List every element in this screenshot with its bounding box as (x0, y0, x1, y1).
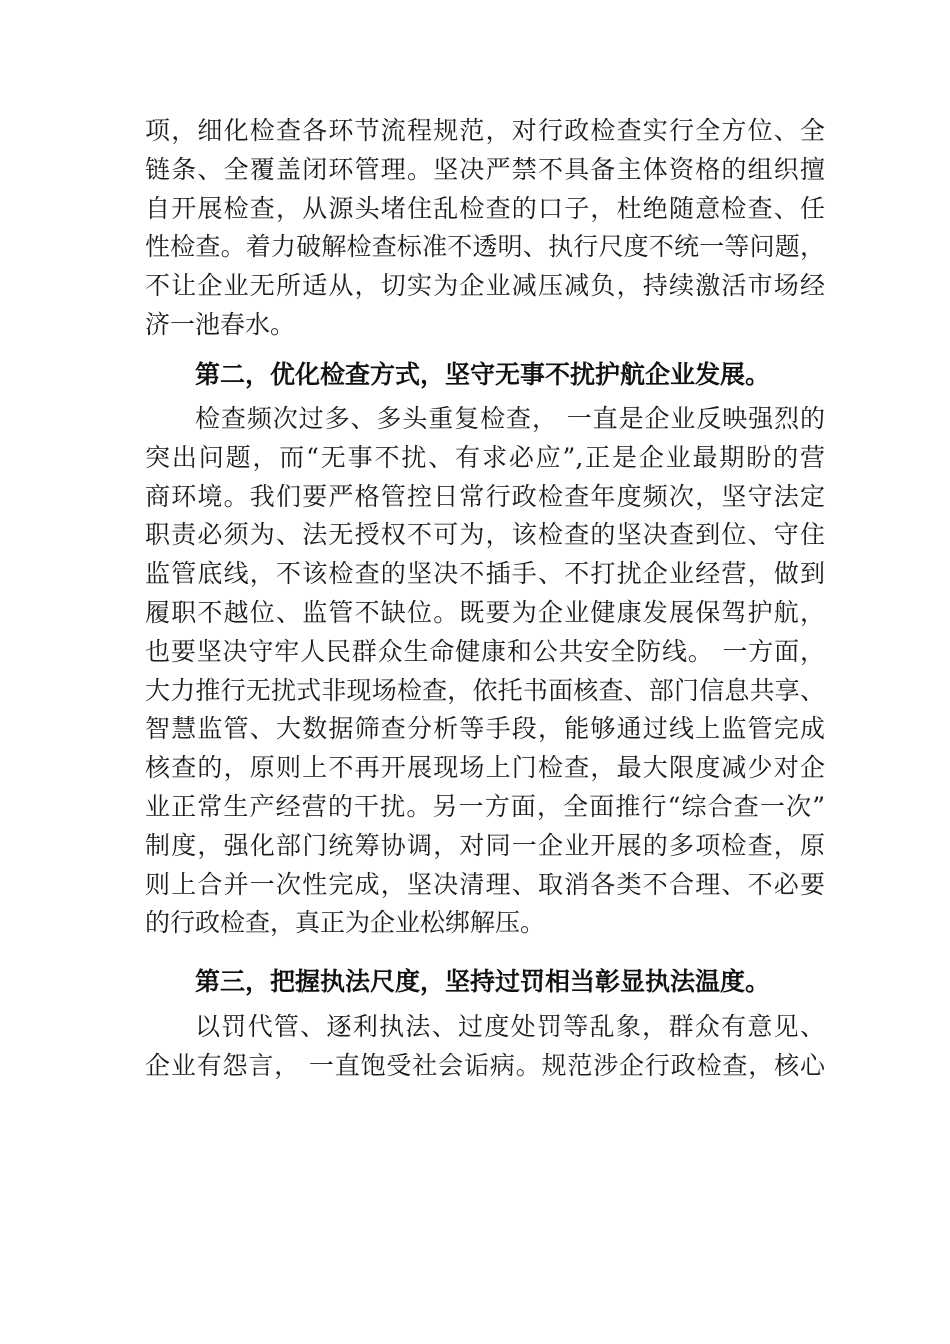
paragraph-line: 性检查。着力破解检查标准不透明、执行尺度不统一等问题， (145, 232, 825, 262)
section-heading-3: 第三，把握执法尺度，坚持过罚相当彰显执法温度。 (195, 967, 771, 996)
paragraph-2 (145, 400, 825, 943)
paragraph-line: 企业有怨言， 一直饱受社会诟病。规范涉企行政检查，核心 (145, 1050, 825, 1080)
paragraph-line: 济一池春水。 (145, 309, 296, 339)
paragraph-line: 的行政检查，真正为企业松绑解压。 (145, 908, 546, 938)
section-heading-2: 第二，优化检查方式，坚守无事不扰护航企业发展。 (195, 360, 771, 389)
paragraph-line: 以罚代管、逐利执法、过度处罚等乱象，群众有意见、 (195, 1012, 825, 1041)
paragraph-line: 则上合并一次性完成，坚决清理、取消各类不合理、不必要 (145, 869, 825, 899)
paragraph-line: 自开展检查，从源头堵住乱检查的口子，杜绝随意检查、任 (145, 193, 825, 223)
paragraph-line: 履职不越位、监管不缺位。既要为企业健康发展保驾护航， (145, 597, 825, 627)
paragraph-1 (145, 112, 825, 345)
paragraph-line: 商环境。我们要严格管控日常行政检查年度频次，坚守法定 (145, 481, 825, 511)
paragraph-line: 项，细化检查各环节流程规范，对行政检查实行全方位、全 (145, 116, 825, 145)
paragraph-line: 检查频次过多、多头重复检查， 一直是企业反映强烈的 (195, 404, 825, 433)
paragraph-line: 链条、全覆盖闭环管理。坚决严禁不具备主体资格的组织擅 (145, 154, 825, 184)
paragraph-line: 突出问题，而“无事不扰、有求必应”,正是企业最期盼的营 (145, 442, 825, 472)
paragraph-line: 职责必须为、法无授权不可为，该检查的坚决查到位、守住 (145, 520, 825, 550)
paragraph-line: 业正常生产经营的干扰。另一方面，全面推行“综合查一次” (145, 791, 825, 821)
paragraph-3 (145, 1008, 825, 1086)
paragraph-line: 也要坚决守牢人民群众生命健康和公共安全防线。 一方面， (145, 636, 825, 666)
paragraph-line: 制度，强化部门统筹协调，对同一企业开展的多项检查，原 (145, 830, 825, 860)
paragraph-line: 核查的，原则上不再开展现场上门检查，最大限度减少对企 (145, 753, 825, 783)
paragraph-line: 不让企业无所适从，切实为企业减压减负，持续激活市场经 (145, 271, 825, 301)
paragraph-line: 大力推行无扰式非现场检查，依托书面核查、部门信息共享、 (145, 675, 825, 705)
paragraph-line: 智慧监管、大数据筛查分析等手段，能够通过线上监管完成 (145, 714, 825, 744)
paragraph-line: 监管底线，不该检查的坚决不插手、不打扰企业经营，做到 (145, 559, 825, 589)
